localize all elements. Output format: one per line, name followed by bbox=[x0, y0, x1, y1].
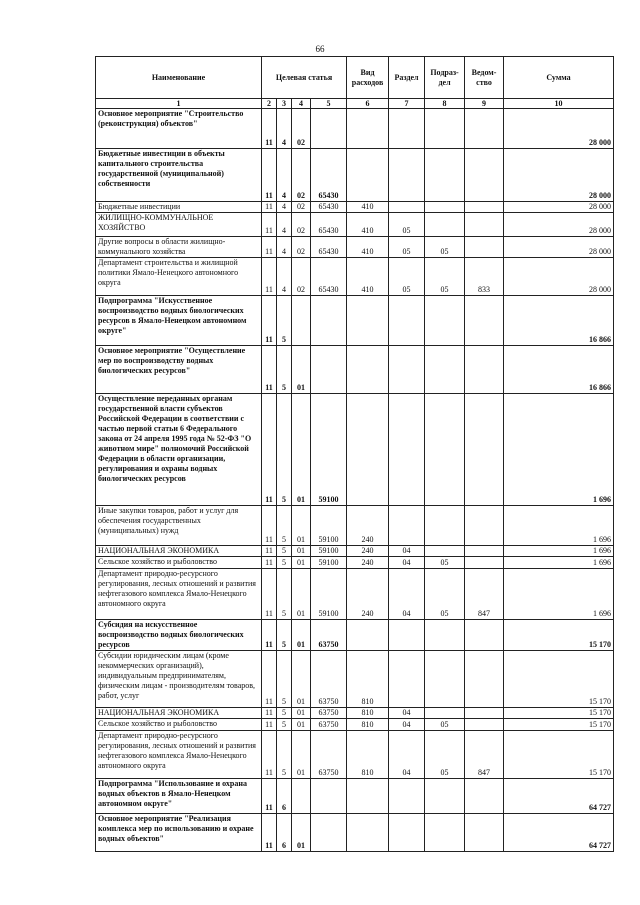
row-code-cell: 833 bbox=[465, 258, 504, 296]
row-code-cell bbox=[465, 557, 504, 569]
row-name-cell: Бюджетные инвестиции в объекты капитального строительства государственной (муниципальной) собственности bbox=[96, 149, 262, 202]
index-cell: 9 bbox=[465, 99, 504, 109]
row-code-cell bbox=[389, 779, 425, 814]
row-code-cell: 04 bbox=[389, 719, 425, 731]
row-code-cell: 59100 bbox=[311, 506, 347, 546]
row-sum-cell: 1 696 bbox=[504, 394, 614, 506]
row-code-cell bbox=[465, 719, 504, 731]
row-code-cell: 05 bbox=[425, 237, 465, 258]
row-code-cell bbox=[425, 213, 465, 237]
header-section: Раздел bbox=[389, 57, 425, 99]
row-code-cell bbox=[347, 814, 389, 852]
row-code-cell: 11 bbox=[262, 346, 277, 394]
row-code-cell bbox=[465, 109, 504, 149]
row-code-cell: 847 bbox=[465, 569, 504, 620]
row-code-cell: 11 bbox=[262, 237, 277, 258]
row-code-cell: 59100 bbox=[311, 546, 347, 557]
row-name-cell: Основное мероприятие "Реализация комплекса мер по использованию и охране водных объектов" bbox=[96, 814, 262, 852]
header-name: Наименование bbox=[96, 57, 262, 99]
row-code-cell bbox=[425, 296, 465, 346]
table-row bbox=[96, 296, 614, 346]
row-name-cell: Департамент природно-ресурсного регулирования, лесных отношений и развития нефтегазового комплекса Ямало-Ненецкого автономного округа bbox=[96, 569, 262, 620]
row-code-cell: 11 bbox=[262, 569, 277, 620]
row-code-cell: 5 bbox=[277, 651, 292, 708]
table-row bbox=[96, 202, 614, 213]
table-row bbox=[96, 569, 614, 620]
row-code-cell: 11 bbox=[262, 202, 277, 213]
row-code-cell: 05 bbox=[389, 237, 425, 258]
row-sum-cell: 15 170 bbox=[504, 620, 614, 651]
row-code-cell: 65430 bbox=[311, 202, 347, 213]
index-cell: 4 bbox=[292, 99, 311, 109]
row-name-cell: Подпрограмма "Искусственное воспроизводство водных биологических ресурсов в Ямало-Ненецком автономном округе" bbox=[96, 296, 262, 346]
row-name-cell: Иные закупки товаров, работ и услуг для обеспечения государственных (муниципальных) нужд bbox=[96, 506, 262, 546]
table-row bbox=[96, 779, 614, 814]
row-code-cell bbox=[389, 149, 425, 202]
row-code-cell bbox=[465, 506, 504, 546]
row-sum-cell: 16 866 bbox=[504, 346, 614, 394]
row-code-cell: 05 bbox=[389, 258, 425, 296]
row-code-cell: 5 bbox=[277, 708, 292, 719]
row-name-cell: Департамент природно-ресурсного регулирования, лесных отношений и развития нефтегазового комплекса Ямало-Ненецкого автономного округа bbox=[96, 731, 262, 779]
row-code-cell bbox=[389, 506, 425, 546]
row-code-cell: 11 bbox=[262, 651, 277, 708]
row-code-cell: 02 bbox=[292, 258, 311, 296]
row-sum-cell: 15 170 bbox=[504, 731, 614, 779]
row-code-cell: 410 bbox=[347, 202, 389, 213]
row-code-cell: 11 bbox=[262, 296, 277, 346]
row-sum-cell: 64 727 bbox=[504, 779, 614, 814]
row-code-cell: 5 bbox=[277, 620, 292, 651]
row-code-cell: 65430 bbox=[311, 149, 347, 202]
row-name-cell: Подпрограмма "Использование и охрана водных объектов в Ямало-Ненецком автономном округе" bbox=[96, 779, 262, 814]
row-code-cell: 810 bbox=[347, 651, 389, 708]
row-code-cell: 05 bbox=[425, 557, 465, 569]
row-code-cell bbox=[465, 346, 504, 394]
row-code-cell bbox=[465, 814, 504, 852]
row-code-cell: 5 bbox=[277, 506, 292, 546]
table-row bbox=[96, 731, 614, 779]
row-code-cell bbox=[311, 109, 347, 149]
row-code-cell: 4 bbox=[277, 237, 292, 258]
row-code-cell: 240 bbox=[347, 546, 389, 557]
row-code-cell: 04 bbox=[389, 569, 425, 620]
row-code-cell bbox=[292, 296, 311, 346]
row-sum-cell: 15 170 bbox=[504, 708, 614, 719]
row-code-cell bbox=[292, 779, 311, 814]
table-row bbox=[96, 213, 614, 237]
row-code-cell bbox=[347, 779, 389, 814]
row-sum-cell: 28 000 bbox=[504, 149, 614, 202]
row-code-cell: 02 bbox=[292, 237, 311, 258]
index-cell: 8 bbox=[425, 99, 465, 109]
row-code-cell bbox=[347, 394, 389, 506]
row-code-cell: 63750 bbox=[311, 708, 347, 719]
row-code-cell bbox=[465, 708, 504, 719]
index-cell: 10 bbox=[504, 99, 614, 109]
row-code-cell: 5 bbox=[277, 719, 292, 731]
row-code-cell: 02 bbox=[292, 213, 311, 237]
row-code-cell: 11 bbox=[262, 814, 277, 852]
row-code-cell: 410 bbox=[347, 258, 389, 296]
row-sum-cell: 1 696 bbox=[504, 569, 614, 620]
row-code-cell: 02 bbox=[292, 149, 311, 202]
row-code-cell bbox=[425, 814, 465, 852]
row-code-cell bbox=[425, 620, 465, 651]
row-code-cell bbox=[465, 237, 504, 258]
row-code-cell: 05 bbox=[425, 719, 465, 731]
budget-table bbox=[95, 56, 614, 852]
row-code-cell bbox=[425, 651, 465, 708]
row-code-cell: 240 bbox=[347, 506, 389, 546]
row-code-cell: 11 bbox=[262, 779, 277, 814]
row-code-cell bbox=[389, 814, 425, 852]
row-code-cell: 02 bbox=[292, 202, 311, 213]
row-name-cell: Субсидия на искусственное воспроизводство водных биологических ресурсов bbox=[96, 620, 262, 651]
row-code-cell: 01 bbox=[292, 569, 311, 620]
row-name-cell: Департамент строительства и жилищной политики Ямало-Ненецкого автономного округа bbox=[96, 258, 262, 296]
row-code-cell bbox=[347, 620, 389, 651]
table-row bbox=[96, 814, 614, 852]
row-code-cell bbox=[311, 779, 347, 814]
column-index-row bbox=[96, 99, 614, 109]
table-row bbox=[96, 149, 614, 202]
row-code-cell bbox=[425, 149, 465, 202]
row-code-cell: 04 bbox=[389, 731, 425, 779]
table-row bbox=[96, 394, 614, 506]
row-code-cell: 5 bbox=[277, 546, 292, 557]
row-code-cell: 01 bbox=[292, 814, 311, 852]
row-code-cell bbox=[389, 346, 425, 394]
row-name-cell: НАЦИОНАЛЬНАЯ ЭКОНОМИКА bbox=[96, 546, 262, 557]
row-code-cell: 05 bbox=[389, 213, 425, 237]
row-name-cell: ЖИЛИЩНО-КОММУНАЛЬНОЕ ХОЗЯЙСТВО bbox=[96, 213, 262, 237]
row-code-cell: 65430 bbox=[311, 258, 347, 296]
row-code-cell: 11 bbox=[262, 506, 277, 546]
row-code-cell: 01 bbox=[292, 557, 311, 569]
row-code-cell bbox=[425, 346, 465, 394]
row-name-cell: Сельское хозяйство и рыболовство bbox=[96, 719, 262, 731]
row-sum-cell: 28 000 bbox=[504, 258, 614, 296]
row-code-cell: 02 bbox=[292, 109, 311, 149]
row-code-cell: 01 bbox=[292, 546, 311, 557]
row-code-cell bbox=[311, 296, 347, 346]
row-code-cell: 01 bbox=[292, 719, 311, 731]
row-code-cell: 5 bbox=[277, 296, 292, 346]
table-row bbox=[96, 651, 614, 708]
row-code-cell: 11 bbox=[262, 731, 277, 779]
row-code-cell: 5 bbox=[277, 557, 292, 569]
header-expense-type: Вид расходов bbox=[347, 57, 389, 99]
row-code-cell: 847 bbox=[465, 731, 504, 779]
row-code-cell: 11 bbox=[262, 258, 277, 296]
row-code-cell: 05 bbox=[425, 258, 465, 296]
row-code-cell bbox=[347, 149, 389, 202]
row-sum-cell: 28 000 bbox=[504, 213, 614, 237]
row-name-cell: Бюджетные инвестиции bbox=[96, 202, 262, 213]
index-cell: 1 bbox=[96, 99, 262, 109]
row-code-cell bbox=[465, 394, 504, 506]
row-sum-cell: 28 000 bbox=[504, 202, 614, 213]
row-code-cell bbox=[425, 506, 465, 546]
row-code-cell bbox=[389, 620, 425, 651]
row-code-cell bbox=[465, 779, 504, 814]
table-row bbox=[96, 557, 614, 569]
row-sum-cell: 16 866 bbox=[504, 296, 614, 346]
row-code-cell: 5 bbox=[277, 731, 292, 779]
row-code-cell bbox=[389, 651, 425, 708]
row-name-cell: Субсидии юридическим лицам (кроме некоммерческих организаций), индивидуальным предпринимателям, физическим лицам - производителям товаров, работ, услуг bbox=[96, 651, 262, 708]
row-name-cell: Основное мероприятие "Осуществление мер по воспроизводству водных биологических ресурсов" bbox=[96, 346, 262, 394]
header-department: Ведом-ство bbox=[465, 57, 504, 99]
row-code-cell: 04 bbox=[389, 546, 425, 557]
index-cell: 5 bbox=[311, 99, 347, 109]
row-code-cell bbox=[465, 546, 504, 557]
row-code-cell: 05 bbox=[425, 731, 465, 779]
row-code-cell bbox=[425, 394, 465, 506]
row-name-cell: Другие вопросы в области жилищно-коммунального хозяйства bbox=[96, 237, 262, 258]
header-sum: Сумма bbox=[504, 57, 614, 99]
row-name-cell: Основное мероприятие "Строительство (реконструкция) объектов" bbox=[96, 109, 262, 149]
table-row bbox=[96, 506, 614, 546]
row-code-cell: 4 bbox=[277, 149, 292, 202]
row-code-cell: 01 bbox=[292, 731, 311, 779]
row-code-cell bbox=[465, 149, 504, 202]
index-cell: 7 bbox=[389, 99, 425, 109]
row-code-cell: 810 bbox=[347, 719, 389, 731]
table-body bbox=[96, 109, 614, 852]
row-code-cell bbox=[425, 109, 465, 149]
row-code-cell: 4 bbox=[277, 258, 292, 296]
index-cell: 6 bbox=[347, 99, 389, 109]
row-code-cell: 11 bbox=[262, 149, 277, 202]
row-sum-cell: 1 696 bbox=[504, 557, 614, 569]
row-code-cell: 63750 bbox=[311, 719, 347, 731]
row-code-cell: 810 bbox=[347, 708, 389, 719]
row-code-cell: 65430 bbox=[311, 237, 347, 258]
row-code-cell: 65430 bbox=[311, 213, 347, 237]
row-code-cell: 59100 bbox=[311, 557, 347, 569]
row-code-cell: 11 bbox=[262, 708, 277, 719]
row-code-cell bbox=[465, 651, 504, 708]
row-name-cell: НАЦИОНАЛЬНАЯ ЭКОНОМИКА bbox=[96, 708, 262, 719]
row-sum-cell: 15 170 bbox=[504, 719, 614, 731]
header-row bbox=[96, 57, 614, 99]
row-code-cell: 01 bbox=[292, 394, 311, 506]
row-sum-cell: 1 696 bbox=[504, 506, 614, 546]
row-code-cell: 05 bbox=[425, 569, 465, 620]
row-code-cell bbox=[311, 814, 347, 852]
row-code-cell: 01 bbox=[292, 620, 311, 651]
row-code-cell: 11 bbox=[262, 557, 277, 569]
row-sum-cell: 1 696 bbox=[504, 546, 614, 557]
row-code-cell: 11 bbox=[262, 394, 277, 506]
row-code-cell: 6 bbox=[277, 814, 292, 852]
row-code-cell: 4 bbox=[277, 109, 292, 149]
row-sum-cell: 15 170 bbox=[504, 651, 614, 708]
row-code-cell bbox=[465, 202, 504, 213]
row-code-cell: 6 bbox=[277, 779, 292, 814]
row-code-cell: 11 bbox=[262, 109, 277, 149]
row-code-cell: 5 bbox=[277, 569, 292, 620]
row-code-cell: 63750 bbox=[311, 731, 347, 779]
row-code-cell bbox=[465, 620, 504, 651]
row-code-cell bbox=[465, 296, 504, 346]
row-code-cell bbox=[389, 109, 425, 149]
row-code-cell: 01 bbox=[292, 708, 311, 719]
table-row bbox=[96, 546, 614, 557]
row-code-cell: 4 bbox=[277, 202, 292, 213]
table-row bbox=[96, 719, 614, 731]
row-code-cell: 01 bbox=[292, 346, 311, 394]
row-code-cell: 240 bbox=[347, 569, 389, 620]
row-code-cell bbox=[389, 202, 425, 213]
row-code-cell bbox=[347, 109, 389, 149]
table-row bbox=[96, 620, 614, 651]
row-code-cell: 4 bbox=[277, 213, 292, 237]
row-code-cell: 11 bbox=[262, 719, 277, 731]
table-row bbox=[96, 258, 614, 296]
row-code-cell: 59100 bbox=[311, 394, 347, 506]
row-code-cell: 5 bbox=[277, 346, 292, 394]
row-sum-cell: 28 000 bbox=[504, 237, 614, 258]
row-code-cell bbox=[389, 296, 425, 346]
row-code-cell: 59100 bbox=[311, 569, 347, 620]
row-name-cell: Сельское хозяйство и рыболовство bbox=[96, 557, 262, 569]
row-code-cell: 04 bbox=[389, 708, 425, 719]
row-code-cell: 5 bbox=[277, 394, 292, 506]
row-code-cell: 11 bbox=[262, 213, 277, 237]
header-target: Целевая статья bbox=[262, 57, 347, 99]
row-code-cell: 01 bbox=[292, 651, 311, 708]
row-code-cell bbox=[389, 394, 425, 506]
row-code-cell: 11 bbox=[262, 620, 277, 651]
header-subsection: Подраз-дел bbox=[425, 57, 465, 99]
row-code-cell bbox=[465, 213, 504, 237]
row-code-cell bbox=[347, 296, 389, 346]
row-code-cell bbox=[425, 202, 465, 213]
table-row bbox=[96, 346, 614, 394]
row-name-cell: Осуществление переданных органам государственной власти субъектов Российской Федерации в соответствии с частью первой статьи 6 Федерального закона от 24 апреля 1995 года № 52-ФЗ "О животном мире" полномочий Российской Федерации в области организации, регулирования и охраны водных биологических ресурсов bbox=[96, 394, 262, 506]
row-code-cell: 63750 bbox=[311, 620, 347, 651]
row-code-cell bbox=[311, 346, 347, 394]
row-code-cell bbox=[347, 346, 389, 394]
index-cell: 2 bbox=[262, 99, 277, 109]
row-code-cell bbox=[425, 779, 465, 814]
row-code-cell bbox=[425, 546, 465, 557]
row-code-cell: 63750 bbox=[311, 651, 347, 708]
row-sum-cell: 28 000 bbox=[504, 109, 614, 149]
row-code-cell: 01 bbox=[292, 506, 311, 546]
row-code-cell: 11 bbox=[262, 546, 277, 557]
row-sum-cell: 64 727 bbox=[504, 814, 614, 852]
page-number: 66 bbox=[315, 44, 325, 54]
row-code-cell: 810 bbox=[347, 731, 389, 779]
index-cell: 3 bbox=[277, 99, 292, 109]
row-code-cell: 04 bbox=[389, 557, 425, 569]
row-code-cell bbox=[425, 708, 465, 719]
row-code-cell: 410 bbox=[347, 237, 389, 258]
table-row bbox=[96, 109, 614, 149]
table-row bbox=[96, 237, 614, 258]
table-row bbox=[96, 708, 614, 719]
row-code-cell: 410 bbox=[347, 213, 389, 237]
row-code-cell: 240 bbox=[347, 557, 389, 569]
